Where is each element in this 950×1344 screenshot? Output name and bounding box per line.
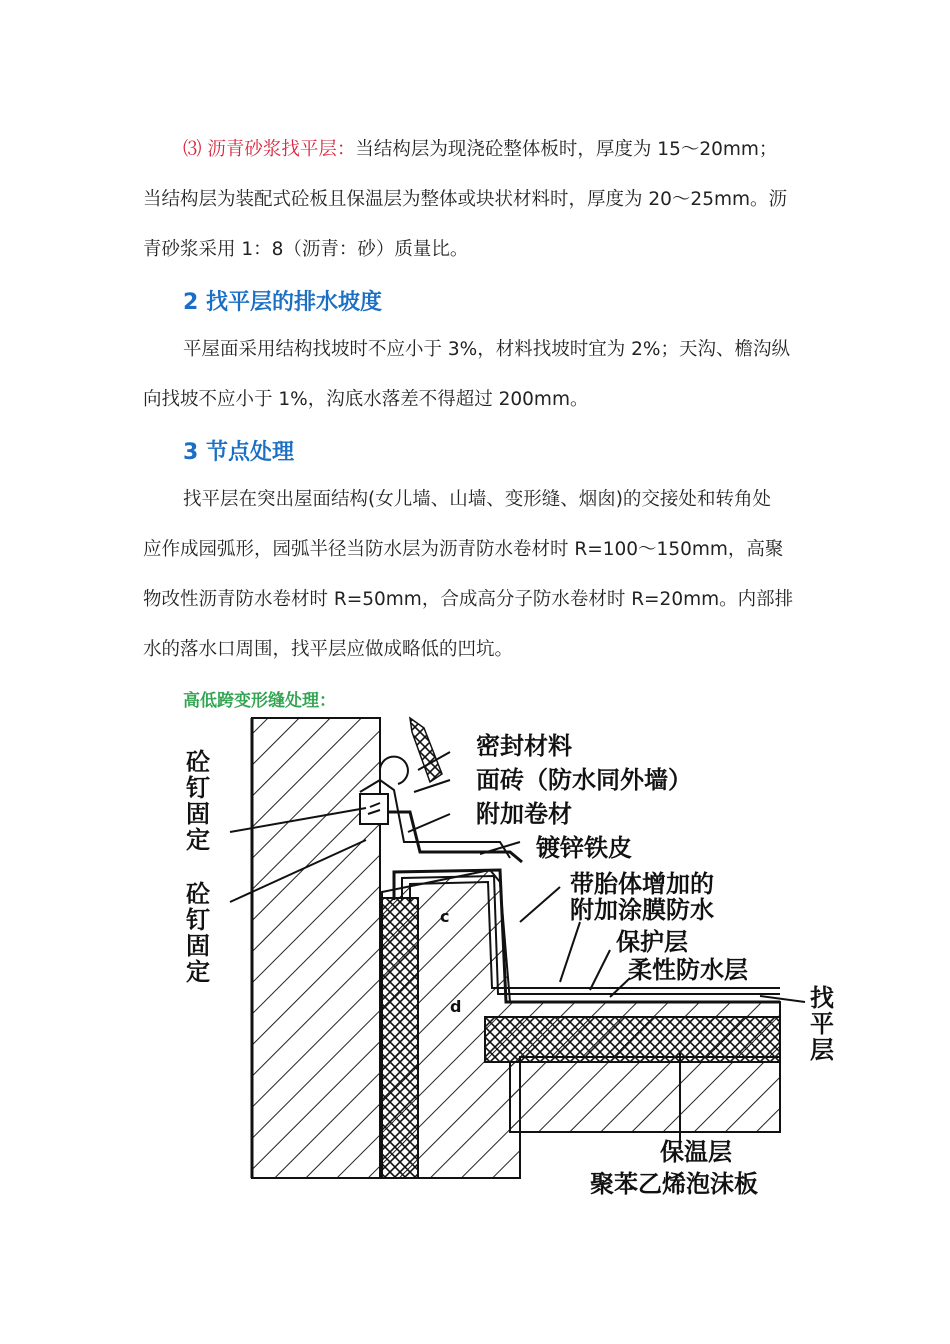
concrete-mark: d [450,997,462,1016]
text-run: 当结构层为现浇砼整体板时，厚度为 15～20mm； [355,139,778,160]
paragraph-line: 青砂浆采用 1：8（沥青：砂）质量比。 [143,239,469,260]
sealant-strip [410,718,442,782]
paragraph-line: 应作成园弧形，园弧半径当防水层为沥青防水卷材时 R=100～150mm，高聚 [143,539,784,560]
label-sealant: 密封材料 [476,732,572,760]
section-title: 沥青砂浆找平层： [207,139,356,160]
label-coating-2: 附加涂膜防水 [570,896,714,924]
paragraph-line [143,125,808,175]
label-flexible-waterproof: 柔性防水层 [628,956,748,984]
paragraph-line: 向找坡不应小于 1%，沟底水落差不得超过 200mm。 [143,389,589,410]
label-coating-1: 带胎体增加的 [570,870,714,898]
paragraph-line: 找平层在突出屋面结构(女儿墙、山墙、变形缝、烟囱)的交接处和转角处 [183,489,771,510]
paragraph-line: 物改性沥青防水卷材时 R=50mm，合成高分子防水卷材时 R=20mm。内部排 [143,589,794,610]
insulation-board [485,1017,780,1062]
label-protective-layer: 保护层 [616,928,688,956]
label-galvanized-sheet: 镀锌铁皮 [536,834,632,862]
concrete-mark: c [440,907,450,926]
label-nail-fix-1: 砼钉固定 [186,748,210,854]
section-drainage [143,325,808,425]
list-marker: ⑶ [183,139,202,160]
label-additional-roll: 附加卷材 [476,800,572,828]
joint-filler [382,898,418,1178]
high-wall [252,718,380,1178]
label-leveling-layer: 找平层 [810,984,834,1064]
tile-cap [380,757,408,784]
paragraph-line: 水的落水口周围，找平层应做成略低的凹坑。 [143,639,514,660]
section-node [143,475,808,675]
figure-caption: 高低跨变形缝处理： [183,691,336,711]
label-insulation: 保温层 [660,1138,732,1166]
heading-node-treatment: 3 节点处理 [183,440,294,465]
section-asphalt-mortar [143,125,808,275]
label-tile: 面砖（防水同外墙） [476,766,692,794]
heading-drainage-slope: 2 找平层的排水坡度 [183,290,382,315]
label-nail-fix-2: 砼钉固定 [186,880,210,986]
label-polystyrene-board: 聚苯乙烯泡沫板 [590,1170,758,1198]
expansion-joint-diagram [180,712,850,1202]
paragraph-line: 平屋面采用结构找坡时不应小于 3%，材料找坡时宜为 2%；天沟、檐沟纵 [183,339,790,360]
paragraph-line: 当结构层为装配式砼板且保温层为整体或块状材料时，厚度为 20～25mm。沥 [143,189,788,210]
